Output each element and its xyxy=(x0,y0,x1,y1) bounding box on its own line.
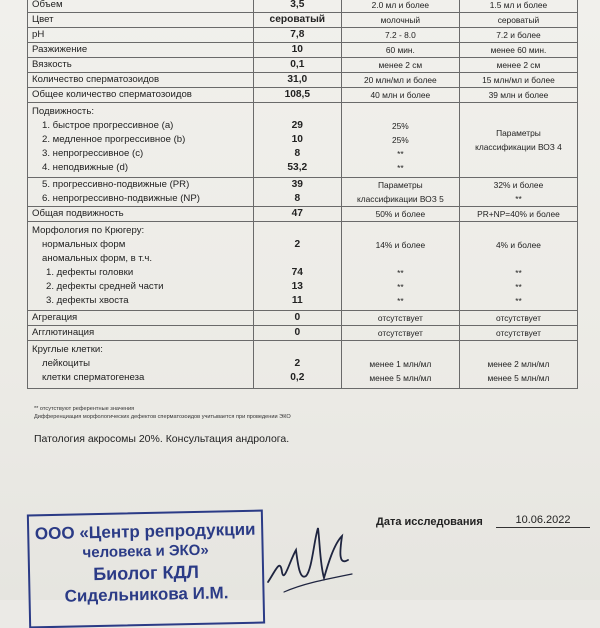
normal-forms-norm5: 14% и более xyxy=(375,240,426,250)
motility-c-value: 8 xyxy=(294,148,301,159)
pr-label: 5. прогрессивно-подвижные (PR) xyxy=(42,179,190,190)
motility-a-label: 1. быстрое прогрессивное (a) xyxy=(42,120,174,131)
norm-who4: 39 млн и более xyxy=(459,88,577,103)
np-label: 6. непрогрессивно-подвижные (NP) xyxy=(42,193,200,204)
param-value: 108,5 xyxy=(253,88,341,103)
spermatogenesis-cells-norm5: менее 5 млн/мл xyxy=(369,373,432,383)
param-name: Общее количество сперматозоидов xyxy=(28,88,254,103)
normal-forms-norm4: 4% и более xyxy=(495,240,541,250)
param-value: 10 xyxy=(253,43,341,58)
norm-who5: 40 млн и более xyxy=(341,88,459,103)
norm-who5: менее 2 см xyxy=(341,58,459,73)
spermatogenesis-cells-norm4: менее 5 млн/мл xyxy=(487,373,550,383)
norm-who5: 2.0 мл и более xyxy=(341,0,459,13)
param-name: Разжижение xyxy=(28,43,254,58)
norm-who4: сероватый xyxy=(459,13,577,28)
norm-who4: 15 млн/мл и более xyxy=(459,73,577,88)
param-value: 0,1 xyxy=(253,58,341,73)
midpiece-defects-norm4: ** xyxy=(515,282,522,292)
footnote-morphology: Дифференциация морфологических дефектов сперматозоидов учитывается при проведении ЭКО xyxy=(34,414,291,420)
row-morphology xyxy=(28,222,578,311)
pr-norm: 32% и более xyxy=(493,180,544,190)
row-pr-np xyxy=(28,178,578,207)
midpiece-defects-value: 13 xyxy=(291,281,303,292)
row-concentration xyxy=(28,73,578,88)
stamp-line-2: человека и ЭКО» xyxy=(82,541,209,562)
np-value: 8 xyxy=(294,193,301,204)
row-total-count xyxy=(28,88,578,103)
row-total-motility xyxy=(28,207,578,222)
spermatogenesis-cells-value: 0,2 xyxy=(290,372,305,383)
norm-who5: отсутствует xyxy=(341,326,459,341)
normal-forms-value: 2 xyxy=(294,239,301,250)
morphology-title: Морфология по Крюгеру: xyxy=(32,225,145,236)
row-ph xyxy=(28,28,578,43)
row-color xyxy=(28,13,578,28)
row-viscosity xyxy=(28,58,578,73)
norm-who5: 50% и более xyxy=(341,207,459,222)
round-cells-title: Круглые клетки: xyxy=(32,344,103,355)
param-value: 31,0 xyxy=(253,73,341,88)
param-value: 0 xyxy=(253,326,341,341)
param-value: 0 xyxy=(253,311,341,326)
row-agglutination xyxy=(28,326,578,341)
study-date-label: Дата исследования xyxy=(376,516,483,528)
who5-params-note: Параметры классификации ВОЗ 5 xyxy=(341,178,459,207)
motility-b-norm: 25% xyxy=(391,135,409,145)
pr-value: 39 xyxy=(291,179,303,190)
param-name: Агрегация xyxy=(28,311,254,326)
norm-who5: 7.2 - 8.0 xyxy=(341,28,459,43)
motility-a-norm: 25% xyxy=(391,121,409,131)
footnote-reference: ** отсутствуют референтные значения xyxy=(34,406,135,412)
row-motility xyxy=(28,103,578,178)
row-round-cells xyxy=(28,341,578,389)
row-aggregation xyxy=(28,311,578,326)
tail-defects-label: 3. дефекты хвоста xyxy=(46,295,129,306)
tail-defects-norm5: ** xyxy=(397,296,404,306)
motility-d-norm: ** xyxy=(397,163,404,173)
who4-params-note: Параметры классификации ВОЗ 4 xyxy=(459,103,577,178)
param-value: сероватый xyxy=(253,13,341,28)
spermatogenesis-cells-label: клетки сперматогенеза xyxy=(42,372,145,383)
motility-a-value: 29 xyxy=(291,120,303,131)
motility-d-value: 53,2 xyxy=(287,162,308,173)
norm-who4: отсутствует xyxy=(459,311,577,326)
leukocytes-norm5: менее 1 млн/мл xyxy=(369,359,432,369)
norm-who4: PR+NP=40% и более xyxy=(459,207,577,222)
norm-who5: молочный xyxy=(341,13,459,28)
midpiece-defects-norm5: ** xyxy=(397,282,404,292)
param-name: Объем xyxy=(28,0,254,13)
param-name: Агглютинация xyxy=(28,326,254,341)
param-name: Вязкость xyxy=(28,58,254,73)
tail-defects-value: 11 xyxy=(291,295,303,306)
leukocytes-norm4: менее 2 млн/мл xyxy=(487,359,550,369)
motility-c-label: 3. непрогрессивное (c) xyxy=(42,148,144,159)
motility-d-label: 4. неподвижные (d) xyxy=(42,162,129,173)
norm-who4: менее 60 мин. xyxy=(459,43,577,58)
abnormal-forms-label: аномальных форм, в т.ч. xyxy=(42,253,153,264)
row-liquefaction xyxy=(28,43,578,58)
motility-b-value: 10 xyxy=(291,134,303,145)
head-defects-label: 1. дефекты головки xyxy=(46,267,134,278)
conclusion-text: Патология акросомы 20%. Консультация андролога. xyxy=(34,433,290,445)
motility-b-label: 2. медленное прогрессивное (b) xyxy=(42,134,186,145)
lab-stamp xyxy=(27,510,265,628)
results-table xyxy=(27,0,578,389)
stamp-line-1: ООО «Центр репродукции xyxy=(34,519,256,544)
head-defects-value: 74 xyxy=(291,267,303,278)
norm-who4: отсутствует xyxy=(459,326,577,341)
param-value: 47 xyxy=(253,207,341,222)
norm-who4: 1.5 мл и более xyxy=(459,0,577,13)
stamp-line-4: Сидельникова И.М. xyxy=(64,583,229,606)
param-value: 7,8 xyxy=(253,28,341,43)
motility-title: Подвижность: xyxy=(32,106,94,117)
stamp-line-3: Биолог КДЛ xyxy=(93,561,200,585)
head-defects-norm5: ** xyxy=(397,268,404,278)
motility-c-norm: ** xyxy=(397,149,404,159)
param-name: Общая подвижность xyxy=(28,207,254,222)
norm-who5: 20 млн/мл и более xyxy=(341,73,459,88)
param-name: pH xyxy=(28,28,254,43)
norm-who5: 60 мин. xyxy=(341,43,459,58)
head-defects-norm4: ** xyxy=(515,268,522,278)
tail-defects-norm4: ** xyxy=(515,296,522,306)
norm-who4: 7.2 и более xyxy=(459,28,577,43)
norm-who5: отсутствует xyxy=(341,311,459,326)
study-date-value: 10.06.2022 xyxy=(496,514,590,528)
signature-icon xyxy=(262,520,362,600)
leukocytes-label: лейкоциты xyxy=(42,358,91,369)
param-name: Цвет xyxy=(28,13,254,28)
norm-who4: менее 2 см xyxy=(459,58,577,73)
leukocytes-value: 2 xyxy=(294,358,301,369)
row-volume xyxy=(28,0,578,13)
normal-forms-label: нормальных форм xyxy=(42,239,126,250)
midpiece-defects-label: 2. дефекты средней части xyxy=(46,281,164,292)
param-value: 3,5 xyxy=(253,0,341,13)
param-name: Количество сперматозоидов xyxy=(28,73,254,88)
np-norm: ** xyxy=(515,194,522,204)
